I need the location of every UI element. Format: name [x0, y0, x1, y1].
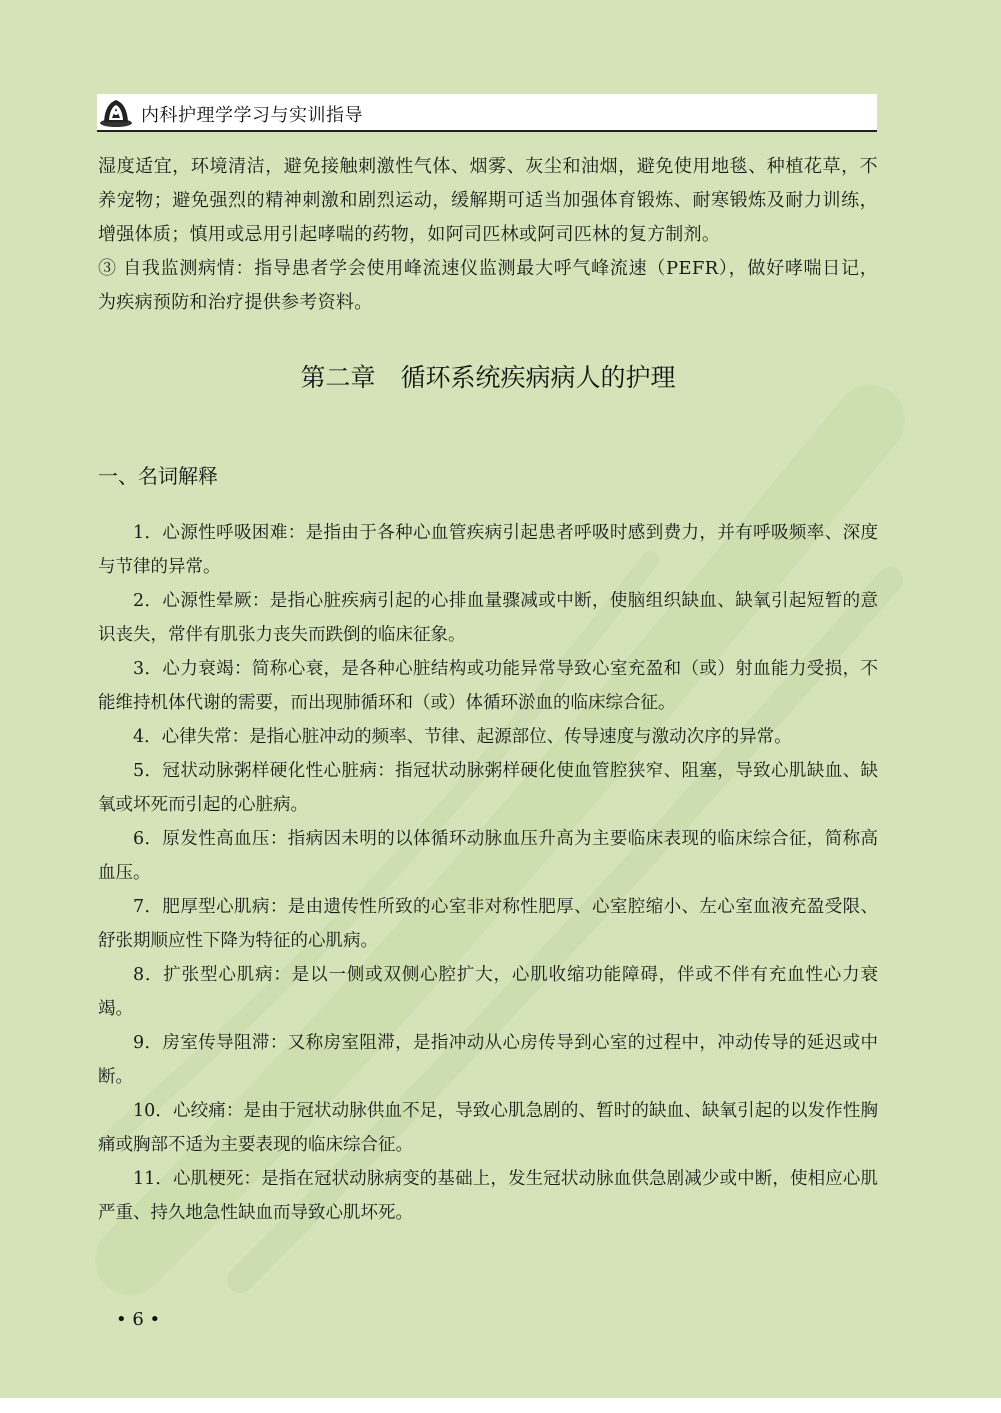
term-definition: 9．房室传导阻滞：又称房室阻滞，是指冲动从心房传导到心室的过程中，冲动传导的延迟或中断。: [98, 1033, 878, 1087]
term-definition: 7．肥厚型心肌病：是由遗传性所致的心室非对称性肥厚、心室腔缩小、左心室血液充盈受限、舒张期顺应性下降为特征的心肌病。: [98, 897, 878, 951]
term-definition: 1．心源性呼吸困难：是指由于各种心血管疾病引起患者呼吸时感到费力，并有呼吸频率、深度与节律的异常。: [98, 523, 878, 577]
term-list: [98, 516, 878, 1230]
term-definition: 3．心力衰竭：简称心衰，是各种心脏结构或功能异常导致心室充盈和（或）射血能力受损，不能维持机体代谢的需要，而出现肺循环和（或）体循环淤血的临床综合征。: [98, 659, 878, 713]
chapter-title: 第二章 循环系统疾病病人的护理: [300, 363, 676, 392]
term-definition: 11．心肌梗死：是指在冠状动脉病变的基础上，发生冠状动脉血供急剧减少或中断，使相应心肌严重、持久地急性缺血而导致心肌坏死。: [98, 1169, 878, 1223]
page-number: • 6 •: [116, 1309, 161, 1330]
term-definition: 10．心绞痛：是由于冠状动脉供血不足，导致心肌急剧的、暂时的缺血、缺氧引起的以发作性胸痛或胸部不适为主要表现的临床综合征。: [98, 1101, 878, 1155]
section-heading: 一、名词解释: [98, 464, 218, 488]
term-definition: 2．心源性晕厥：是指心脏疾病引起的心排血量骤减或中断，使脑组织缺血、缺氧引起短暂的意识丧失，常伴有肌张力丧失而跌倒的临床征象。: [98, 591, 878, 645]
intro-paragraph-self-monitoring: ③ 自我监测病情：指导患者学会使用峰流速仪监测最大呼气峰流速（PEFR），做好哮喘日记，为疾病预防和治疗提供参考资料。: [98, 258, 878, 313]
publisher-logo-icon: [99, 96, 133, 128]
intro-paragraph: 湿度适宜，环境清洁，避免接触刺激性气体、烟雾、灰尘和油烟，避免使用地毯、种植花草，不养宠物；避免强烈的精神刺激和剧烈运动，缓解期可适当加强体育锻炼、耐寒锻炼及耐力训练，增强体质；慎用或忌用引起哮喘的药物，如阿司匹林或阿司匹林的复方制剂。: [98, 156, 878, 245]
page-bottom-edge: [0, 1398, 1001, 1413]
term-definition: 6．原发性高血压：指病因未明的以体循环动脉血压升高为主要临床表现的临床综合征，简称高血压。: [98, 829, 878, 883]
book-title: 内科护理学学习与实训指导: [141, 105, 363, 126]
term-definition: 5．冠状动脉粥样硬化性心脏病：指冠状动脉粥样硬化使血管腔狭窄、阻塞，导致心肌缺血、缺氧或坏死而引起的心脏病。: [98, 761, 878, 815]
term-definition: 8．扩张型心肌病：是以一侧或双侧心腔扩大，心肌收缩功能障碍，伴或不伴有充血性心力衰竭。: [98, 965, 878, 1019]
term-definition: 4．心律失常：是指心脏冲动的频率、节律、起源部位、传导速度与激动次序的异常。: [133, 727, 792, 747]
page-header: [97, 94, 877, 132]
continued-text: [98, 150, 878, 320]
